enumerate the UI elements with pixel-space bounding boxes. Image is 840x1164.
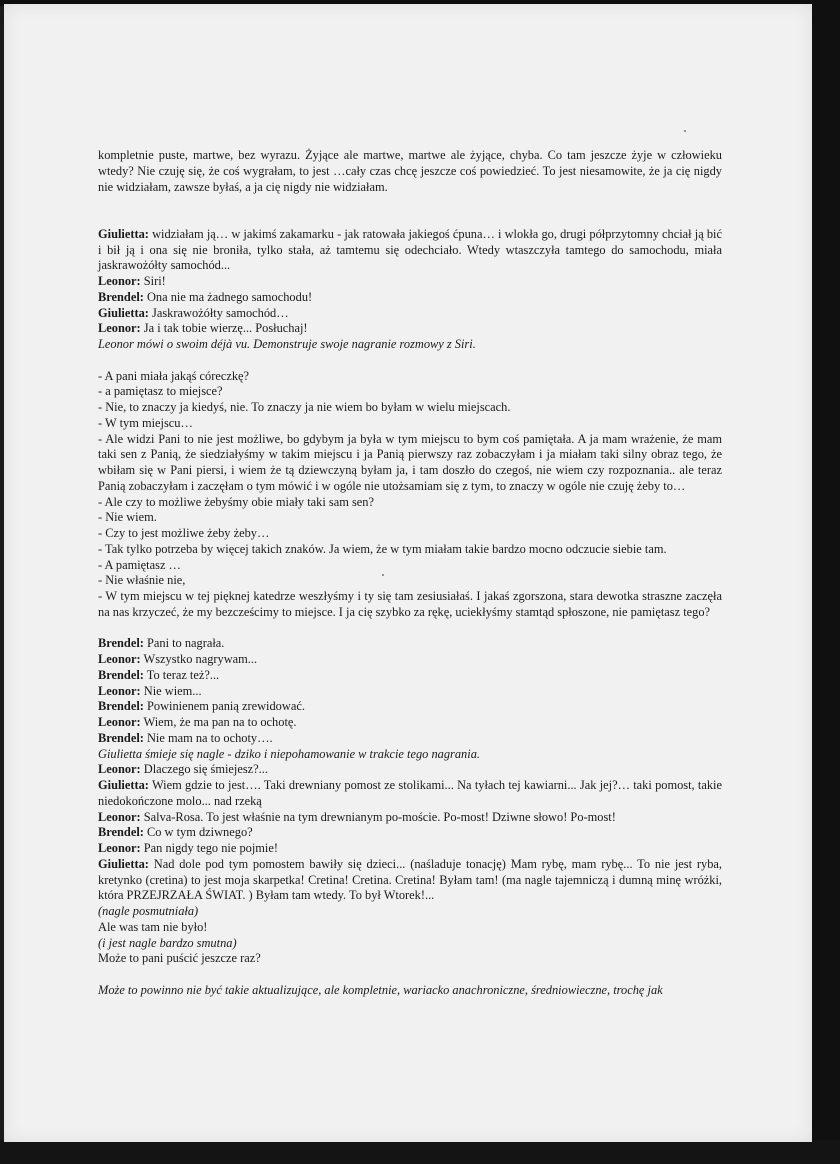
dialogue-line [98,636,722,652]
dialogue-line [98,841,722,857]
dialogue-text: Pan nigdy tego nie pojmie! [140,841,278,855]
dialogue-text: To teraz też?... [143,667,220,682]
dialogue-line: Ale was tam nie było! [98,919,208,934]
recording-line: - Nie wiem. [98,510,157,525]
speaker-name: Giulietta: [98,778,149,792]
speaker-name: Leonor: [98,683,141,698]
dialogue-line [98,684,722,700]
dialogue-line: Może to pani puścić jeszcze raz? [98,951,261,966]
dialogue-text: Wszystko nagrywam... [140,652,258,666]
scan-edge-bottom [0,1140,840,1164]
recording-line: - W tym miejscu… [98,415,193,430]
spacer [98,353,722,369]
speaker-name: Brendel: [98,289,144,304]
dialogue-text: Wiem, że ma pan na to ochotę. [140,715,297,729]
dialogue-line [98,699,722,715]
recording-line: - Nie właśnie nie, [98,573,186,588]
speaker-name: Brendel: [98,825,144,840]
dialogue-text: Powinienem panią zrewidować. [143,699,305,714]
speaker-name: Giulietta: [98,226,149,241]
speaker-name: Leonor: [98,715,141,729]
spacer [98,195,722,227]
dialogue-line [98,778,722,810]
intro-paragraph: kompletnie puste, martwe, bez wyrazu. Żyjące ale martwe, martwe ale żyjące, chyba. Co tam jeszcze żyje w człowieku wtedy? Nie czuję się, że coś wygrałam, to jest …cały czas chcę jeszcze coś powiedzieć. To jest niesamowite, że ja cię nigdy nie widziałam, zawsze byłaś, a ja cię nigdy nie widziałam. [98,148,722,194]
dialogue-line [98,825,722,841]
closing-paragraph: Może to powinno nie być takie aktualizujące, ale kompletnie, wariacko anachroniczne, średniowieczne, trochę jak [98,982,663,997]
dialogue-text: Jaskrawożółty samochód… [148,305,289,320]
recording-line: - Nie, to znaczy ja kiedyś, nie. To znaczy ja nie wiem bo byłam w wielu miejscach. [98,400,511,414]
dialogue-text: Co w tym dziwnego? [143,825,253,840]
recording-line: - a pamiętasz to miejsce? [98,384,223,399]
speaker-name: Brendel: [98,667,144,682]
dialogue-line [98,227,722,274]
speaker-name: Leonor: [98,762,141,777]
dialogue-text: Nie mam na to ochoty…. [143,730,273,745]
speaker-name: Giulietta: [98,305,149,320]
stage-direction: (i jest nagle bardzo smutna) [98,935,237,950]
spacer [98,621,722,637]
dialogue-line [98,652,722,668]
dialogue-line [98,668,722,684]
dialogue-text: widziałam ją… w jakimś zakamarku - jak ratowała jakiegoś ćpuna… i wlokła go, drugi półprzytomny chciał ją bić i bił ją i ona się nie broniła, tylko stała, aż tamtemu się odechciało. Wtedy wtaszczyła tamtego do samochodu, miała jaskrawożółty samochód... [98,226,722,273]
spacer [98,967,722,983]
speaker-name: Brendel: [98,636,144,651]
dialogue-text: Ja i tak tobie wierzę... Posłuchaj! [140,321,308,336]
recording-line: - Ale czy to możliwe żebyśmy obie miały taki sam sen? [98,494,374,509]
stage-direction: Giulietta śmieje się nagle - dziko i niepohamowanie w trakcie tego nagrania. [98,746,480,761]
stage-direction: Leonor mówi o swoim déjà vu. Demonstruje swoje nagranie rozmowy z Siri. [98,337,476,351]
dialogue-text: Nie wiem... [140,683,202,698]
recording-line: - W tym miejscu w tej pięknej katedrze weszłyśmy i ty się tam zesiusiałaś. I jakaś zgorszona, stara dewotka straszne zaczęła na nas krzyczeć, że my bezcześcimy to miejsce. I ja cię szybko za rękę, uciekłyśmy stamtąd spłoszone, nie pamiętasz tego? [98,589,722,619]
speaker-name: Leonor: [98,809,141,824]
recording-line: - A pani miała jakąś córeczkę? [98,368,250,383]
recording-line: - Tak tylko potrzeba by więcej takich znaków. Ja wiem, że w tym miałam takie bardzo mocno odczucie siebie tam. [98,541,667,556]
dust-speck [684,130,686,132]
recording-line: - A pamiętasz … [98,557,181,572]
dialogue-text: Salva-Rosa. To jest właśnie na tym drewnianym po-moście. Po-most! Dziwne słowo! Po-most! [140,809,616,824]
dialogue-text: Siri! [140,274,166,288]
recording-line: - Czy to jest możliwe żeby żeby… [98,526,270,540]
speaker-name: Brendel: [98,699,144,714]
speaker-name: Leonor: [98,652,141,666]
speaker-name: Brendel: [98,730,144,745]
dialogue-line [98,810,722,826]
speaker-name: Leonor: [98,321,141,336]
stage-direction: (nagle posmutniała) [98,904,199,918]
dialogue-text: Pani to nagrała. [143,636,225,651]
dialogue-text: Nad dole pod tym pomostem bawiły się dzieci... (naśladuje tonację) Mam rybę, mam rybę... To nie jest ryba, kretynko (cretina) to jest moja skarpetka! Cretina! Cretina. Cretina! Byłam tam! (ma nagle tajemniczą i dumną minę wróżki, która PRZEJRZAŁA ŚWIAT. ) Byłam tam wtedy. To był Wtorek!... [98,856,722,903]
dialogue-line [98,306,722,322]
speaker-name: Giulietta: [98,856,149,871]
document-body [98,148,722,999]
scan-edge-right [810,0,840,1164]
dialogue-line [98,762,722,778]
dialogue-line [98,321,722,337]
dialogue-line [98,857,722,904]
dialogue-text: Dlaczego się śmiejesz?... [140,762,268,777]
dialogue-text: Wiem gdzie to jest…. Taki drewniany pomost ze stolikami... Na tyłach tej kawiarni... Jak jej?… taki pomost, takie niedokończone molo... nad rzeką [98,778,722,808]
speaker-name: Leonor: [98,841,141,855]
dialogue-line [98,290,722,306]
dialogue-text: Ona nie ma żadnego samochodu! [143,289,313,304]
dialogue-line [98,715,722,731]
recording-line: - Ale widzi Pani to nie jest możliwe, bo gdybym ja była w tym miejscu to bym coś pamiętała. A ja mam wrażenie, że mam taki sen z Panią, że siedziałyśmy w takim miejscu i ja Panią pierwszy raz zobaczyłam i ja miałam taki silny obraz tego, że wbiłam się w Pani piersi, i wiem że tą dziewczyną byłam ja, i tam doszło do czegoś, nie wiem czy rozpoznania.. ale teraz Panią zobaczyłam i zaczęłam o tym mówić i w ogóle nie utożsamiam się z tym, to znaczy w ogóle nie czuję żeby to… [98,431,722,493]
dialogue-line [98,731,722,747]
dialogue-line [98,274,722,290]
speaker-name: Leonor: [98,274,141,288]
